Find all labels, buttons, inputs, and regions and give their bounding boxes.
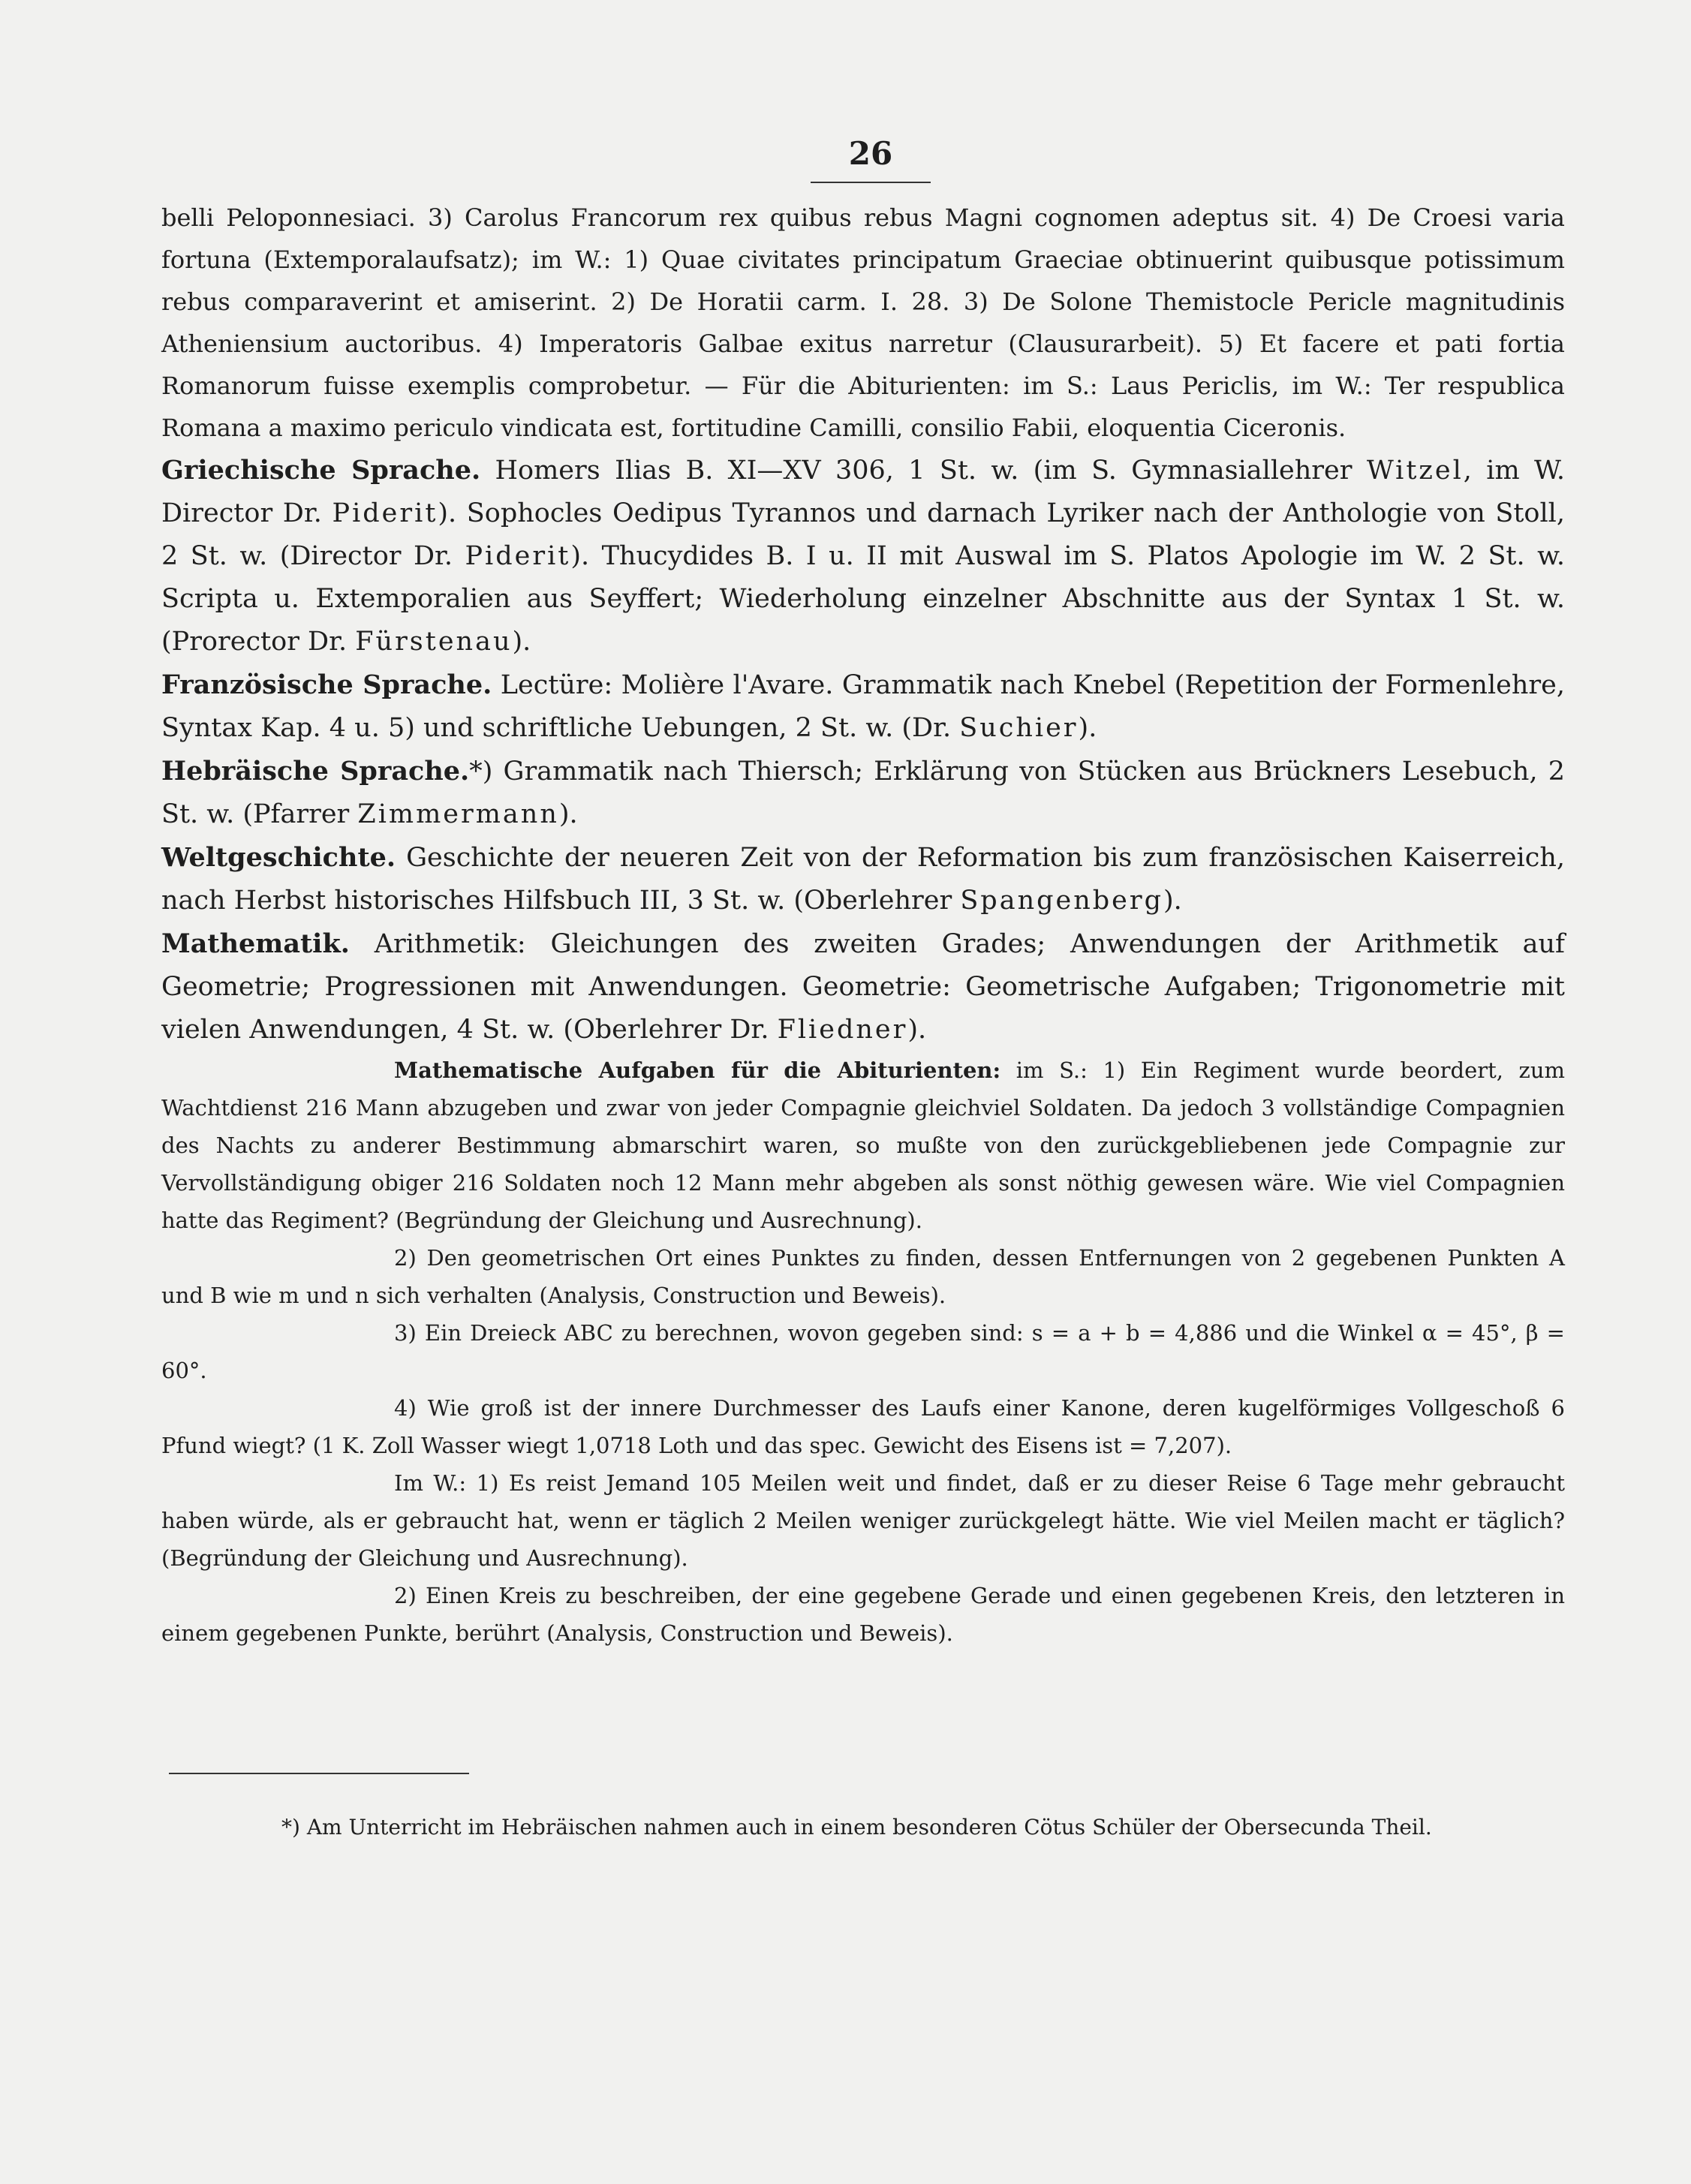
math-task-summer-3: 3) Ein Dreieck ABC zu berechnen, wovon gegeben sind: s = a + b = 4,886 und die Winkel α = 45°, β = 60°. [161, 1320, 1565, 1383]
math-heading: Mathematik. [161, 928, 350, 959]
teacher-name: Zimmermann [357, 799, 559, 829]
french-heading: Französische Sprache. [161, 669, 492, 700]
teacher-name: Witzel [1366, 456, 1464, 486]
math-section: Mathematik. Arithmetik: Gleichungen des zweiten Grades; Anwendungen der Arithmetik auf Geometrie; Progressionen mit Anwendungen. Geometrie: Geometrische Aufgaben; Trigonometrie mit vielen Anwendungen, 4 St. w. (Oberlehrer Dr. Fliedner). [161, 928, 1565, 1045]
history-section: Weltgeschichte. Geschichte der neueren Zeit von der Reformation bis zum französischen Kaiserreich, nach Herbst historisches Hilfsbuch III, 3 St. w. (Oberlehrer Spangenberg). [161, 842, 1565, 916]
math-task-winter-1: Im W.: 1) Es reist Jemand 105 Meilen weit und findet, daß er zu dieser Reise 6 Tage mehr gebraucht haben würde, als er gebraucht hat, wenn er täglich 2 Meilen weniger zurückgelegt hätte. Wie viel Meilen macht er täglich? (Begründung der Gleichung und Ausrechnung). [161, 1470, 1565, 1571]
math-task-winter-2: 2) Einen Kreis zu beschreiben, der eine gegebene Gerade und einen gegebenen Kreis, den letzteren in einem gegebenen Punkte, berührt (Analysis, Construction und Beweis). [161, 1583, 1565, 1646]
greek-section: Griechische Sprache. Homers Ilias B. XI—XV 306, 1 St. w. (im S. Gymnasiallehrer Witzel, im W. Director Dr. Piderit). Sophocles Oedipus Tyrannos und darnach Lyriker nach der Anthologie von Stoll, 2 St. w. (Director Dr. Piderit). Thucydides B. I u. II mit Auswal im S. Platos Apologie im W. 2 St. w. Scripta u. Extemporalien aus Seyffert; Wiederholung einzelner Abschnitte aus der Syntax 1 St. w. (Prorector Dr. Fürstenau). [161, 455, 1565, 657]
teacher-name: Spangenberg [960, 886, 1164, 916]
teacher-name: Fliedner [777, 1015, 908, 1045]
teacher-name: Fürstenau [355, 627, 513, 657]
footnote-rule [169, 1773, 469, 1774]
page-number-rule [811, 182, 931, 183]
teacher-name: Piderit [465, 541, 571, 571]
math-task-summer-4: 4) Wie groß ist der innere Durchmesser des Laufs einer Kanone, deren kugelförmiges Vollgeschoß 6 Pfund wiegt? (1 K. Zoll Wasser wiegt 1,0718 Loth und das spec. Gewicht des Eisens ist = 7,207). [161, 1395, 1565, 1458]
latin-essay-topics: belli Peloponnesiaci. 3) Carolus Francorum rex quibus rebus Magni cognomen adeptus sit. 4) De Croesi varia fortuna (Extemporalaufsatz); im W.: 1) Quae civitates principatum Graeciae obtinuerint quibusque potissimum rebus comparaverint et amiserint. 2) De Horatii carm. I. 28. 3) De Solone Themistocle Pericle magnitudinis Atheniensium auctoribus. 4) Imperatoris Galbae exitus narretur (Clausurarbeit). 5) Et facere et pati fortia Romanorum fuisse exemplis comprobetur. — Für die Abiturienten: im S.: Laus Periclis, im W.: Ter respublica Romana a maximo periculo vindicata est, fortitudine Camilli, consilio Fabii, eloquentia Ciceronis. [161, 203, 1565, 442]
teacher-name: Suchier [959, 713, 1079, 743]
teacher-name: Piderit [332, 498, 438, 528]
math-tasks-heading: Mathematische Aufgaben für die Abiturienten: [394, 1057, 1001, 1083]
math-task-summer-2: 2) Den geometrischen Ort eines Punktes zu finden, dessen Entfernungen von 2 gegebenen Punkten A und B wie m und n sich verhalten (Analysis, Construction und Beweis). [161, 1245, 1565, 1308]
footnote: *) Am Unterricht im Hebräischen nahmen auch in einem besonderen Cötus Schüler der Obersecunda Theil. [281, 1815, 1432, 1840]
greek-heading: Griechische Sprache. [161, 455, 481, 486]
math-tasks-summer-1: Mathematische Aufgaben für die Abiturienten: im S.: 1) Ein Regiment wurde beordert, zum Wachtdienst 216 Mann abzugeben und zwar von jeder Compagnie gleichviel Soldaten. Da jedoch 3 vollständige Compagnien des Nachts zu anderer Bestimmung abmarschirt waren, so mußte von den zurückgebliebenen jede Compagnie zur Vervollständigung obiger 216 Soldaten noch 12 Mann mehr abgeben als sonst nöthig gewesen wäre. Wie viel Compagnien hatte das Regiment? (Begründung der Gleichung und Ausrechnung). [161, 1057, 1565, 1233]
page-body [161, 197, 1565, 1652]
hebrew-heading: Hebräische Sprache. [161, 756, 470, 787]
hebrew-section: Hebräische Sprache.*) Grammatik nach Thiersch; Erklärung von Stücken aus Brückners Lesebuch, 2 St. w. (Pfarrer Zimmermann). [161, 756, 1566, 829]
french-section: Französische Sprache. Lectüre: Molière l'Avare. Grammatik nach Knebel (Repetition der Formenlehre, Syntax Kap. 4 u. 5) und schriftliche Uebungen, 2 St. w. (Dr. Suchier). [161, 669, 1565, 743]
history-heading: Weltgeschichte. [161, 842, 396, 873]
page-number: 26 [848, 135, 893, 172]
